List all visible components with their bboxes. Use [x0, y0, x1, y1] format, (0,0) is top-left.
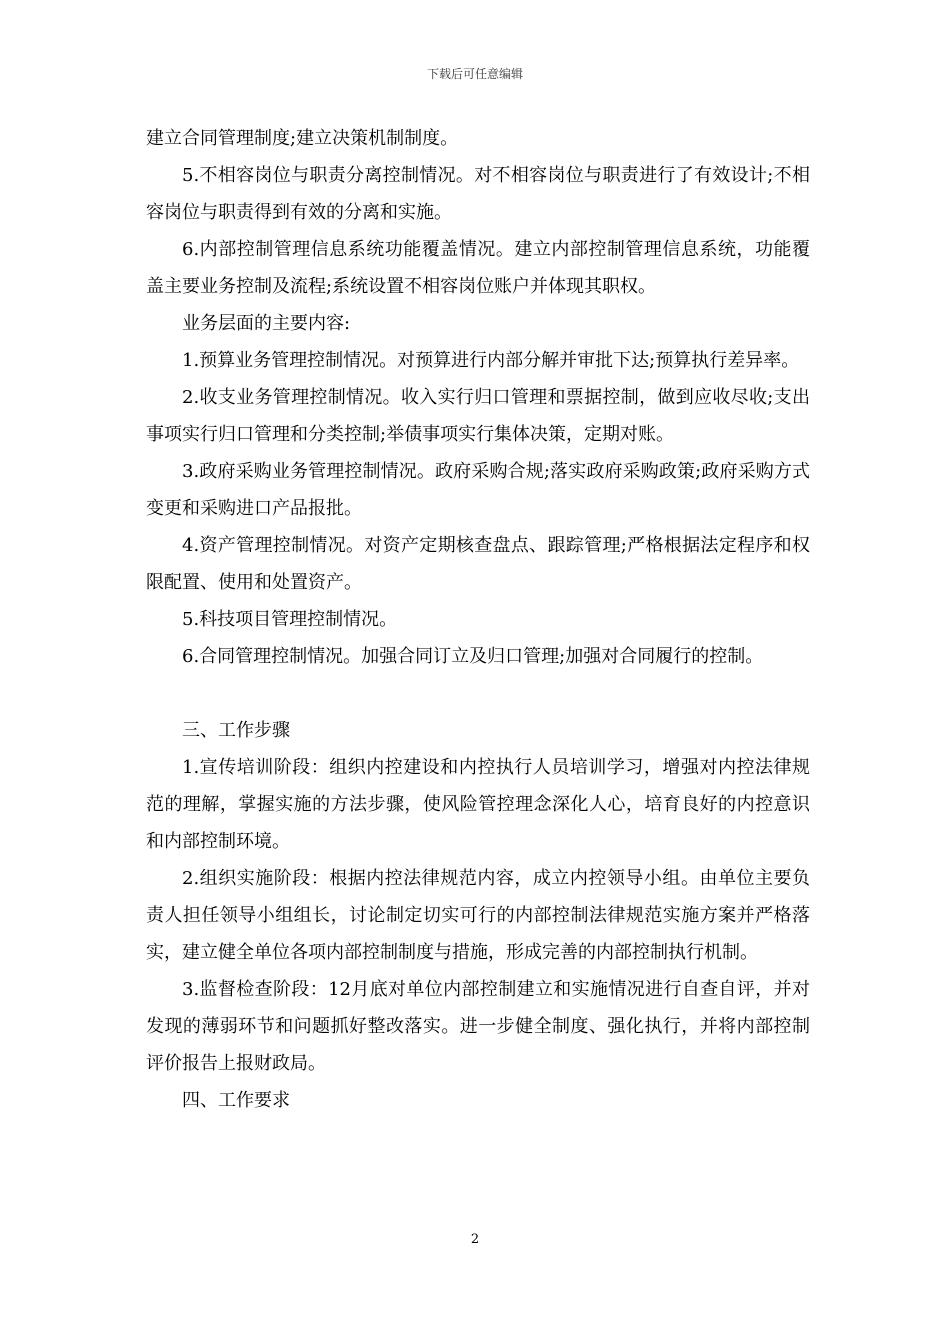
paragraph-business-level-heading: 业务层面的主要内容:: [182, 313, 351, 334]
paragraph-item-6-contracts: 6.合同管理控制情况。加强合同订立及归口管理;加强对合同履行的控制。: [182, 646, 764, 667]
paragraph-step-3-inspection: 3.监督检查阶段：12月底对单位内部控制建立和实施情况进行自查自评，并对发现的薄弱环节和问题抓好整改落实。进一步健全制度、强化执行，并将内部控制评价报告上报财政局。: [146, 979, 810, 1074]
paragraph-item-5-separation: 5.不相容岗位与职责分离控制情况。对不相容岗位与职责进行了有效设计;不相容岗位与职责得到有效的分离和实施。: [146, 165, 810, 223]
section-spacer: [146, 675, 810, 712]
paragraph-item-2-revenue-expense: 2.收支业务管理控制情况。收入实行归口管理和票据控制，做到应收尽收;支出事项实行归口管理和分类控制;举债事项实行集体决策，定期对账。: [146, 387, 810, 445]
paragraph-item-5-projects: 5.科技项目管理控制情况。: [182, 609, 398, 630]
section-heading-work-steps: 三、工作步骤: [182, 720, 290, 741]
paragraph-step-2-implementation: 2.组织实施阶段：根据内控法律规范内容，成立内控领导小组。由单位主要负责人担任领导小组组长，讨论制定切实可行的内部控制法律规范实施方案并严格落实，建立健全单位各项内部控制制度与措施，形成完善的内部控制执行机制。: [146, 868, 810, 963]
paragraph-item-4-assets: 4.资产管理控制情况。对资产定期核查盘点、跟踪管理;严格根据法定程序和权限配置、使用和处置资产。: [146, 535, 810, 593]
paragraph-item-6-info-system: 6.内部控制管理信息系统功能覆盖情况。建立内部控制管理信息系统，功能覆盖主要业务控制及流程;系统设置不相容岗位账户并体现其职权。: [146, 239, 810, 297]
paragraph-item-1-budget: 1.预算业务管理控制情况。对预算进行内部分解并审批下达;预算执行差异率。: [182, 350, 800, 371]
page-header-note: 下载后可任意编辑: [426, 67, 523, 81]
document-body: [146, 120, 810, 1119]
page-number: 2: [470, 1232, 480, 1247]
paragraph-item-3-procurement: 3.政府采购业务管理控制情况。政府采购合规;落实政府采购政策;政府采购方式变更和采购进口产品报批。: [146, 461, 810, 519]
paragraph-step-1-training: 1.宣传培训阶段：组织内控建设和内控执行人员培训学习，增强对内控法律规范的理解，掌握实施的方法步骤，使风险管控理念深化人心，培育良好的内控意识和内部控制环境。: [146, 757, 810, 852]
paragraph-continuation: 建立合同管理制度;建立决策机制制度。: [146, 128, 459, 149]
section-heading-work-requirements: 四、工作要求: [182, 1090, 290, 1111]
